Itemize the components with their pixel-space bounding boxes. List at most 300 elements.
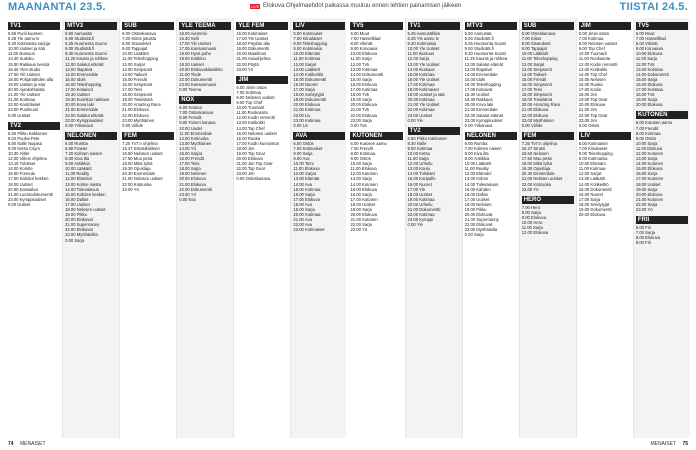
program-listing: 15.00 Rakkaus tvessä — [8, 61, 50, 67]
program-listing: 15.00 Frendit — [122, 76, 147, 82]
program-listing: 23.00 Yö — [122, 186, 139, 192]
program-listing: 19.00 Sarja — [635, 97, 658, 103]
program-listing: 17.00 Sarja — [578, 196, 601, 202]
program-listing: 9.00 Top Chef — [236, 100, 263, 106]
program-listing: 11.00 Reality — [464, 166, 489, 172]
program-listing: 10.00 Lääkärit — [521, 51, 549, 57]
program-listing: 17.00 Kutonen — [350, 196, 378, 202]
program-listing: 17.00 Uutiset — [464, 196, 490, 202]
channel-header: LIV — [293, 22, 345, 30]
program-listing: 15.00 Dokumentti — [578, 186, 612, 192]
program-listing: 14.00 Taikurit — [122, 71, 147, 77]
program-listing: 15.00 Nelosen uutiset — [236, 130, 277, 136]
program-listing: 12.00 Salatut elämät — [65, 61, 104, 67]
program-listing: 22.00 Elokuvat — [464, 222, 493, 228]
program-listing: 6.00 Kutosen aamu — [350, 140, 387, 146]
program-listing: 17.00 Elokuva — [293, 196, 320, 202]
channel-header: TV2 — [408, 127, 460, 135]
program-listing: 11.00 Sarja — [407, 156, 429, 162]
program-listing: 15.00 Kotimaa — [293, 186, 321, 192]
program-listing: 13.00 Elämää — [293, 176, 320, 182]
program-listing: 20.00 Elokuvat — [464, 212, 493, 218]
program-listing: 6.00 Ostoskanava — [521, 31, 556, 36]
program-listing: 21.00 Yle Uutiset — [407, 102, 440, 108]
program-listing: 0.00 Teema — [179, 87, 202, 93]
program-listing: 8.04 Puuha-Pete — [8, 135, 40, 141]
program-listing: 13.00 Koulu — [407, 166, 430, 172]
program-listing: 15.37 Strutsikokkien — [122, 145, 160, 151]
page-footer — [0, 441, 696, 450]
program-listing: 12.00 Elokuva — [521, 230, 549, 236]
program-listing: 13.00 Kotikokki — [578, 66, 608, 72]
program-listing: 21.00 Asiaohjelma — [236, 56, 271, 62]
program-listing: 19.30 Opustaja — [521, 166, 551, 172]
program-listing: 20.00 Elokuvat — [65, 217, 93, 223]
program-listing: 19.00 Tosielämä — [122, 97, 153, 103]
program-listing: 12.00 Urheilu — [407, 161, 433, 167]
program-listing: 7.00 Hasselblad — [350, 36, 381, 42]
channel-header: TV1 — [8, 22, 60, 30]
listing-column — [634, 18, 690, 438]
program-listing: 20.00 Kova laki — [464, 102, 494, 108]
program-listing: 6.50 Pikku Kakkonen — [8, 130, 48, 136]
program-listing: 16.30 Selli — [179, 36, 199, 42]
program-listing: 8.00 Sisarukset — [122, 41, 152, 47]
program-listing: 16.00 Sarja — [350, 191, 372, 197]
program-listing: 20.00 Elokuvaklassikko — [179, 66, 223, 72]
program-listing: 22.00 Elokuva — [521, 112, 549, 118]
program-listing: 17.00 Yle Uutiset — [236, 36, 269, 42]
program-listing: 7.00 Kotimaa — [578, 36, 604, 42]
program-listing: 13.00 Simpsonit — [122, 66, 153, 72]
program-listing: 11.00 Emmerdale — [179, 130, 212, 136]
program-listing: 19.00 Top Gear — [236, 150, 266, 156]
program-listing: 16.00 Frendit — [179, 156, 204, 162]
program-listing: 13.00 Lääkärit — [293, 66, 320, 72]
listing-column — [120, 18, 177, 438]
program-listing: 17.00 Kotimaa — [350, 87, 378, 93]
legend — [250, 3, 461, 9]
channel-header: JIM — [236, 76, 288, 84]
program-listing: 0.00 Uutiset — [8, 112, 31, 118]
program-listing: 17.00 Kodin — [578, 87, 602, 93]
program-listing: 21.00 Tv5 — [350, 107, 370, 113]
program-listing: 19.00 Tosielämä — [521, 97, 553, 103]
program-listing: 11.00 Teleshopping — [122, 56, 159, 62]
program-listing: 9.00 Antiikkia — [464, 156, 490, 162]
program-listing: 23.00 Kotimaa — [293, 117, 321, 123]
program-listing: 6.00 Jimin ostos — [578, 31, 610, 36]
program-listing: 5.45 Aamusähkiä — [407, 31, 440, 36]
program-listing: 18.00 Hyvä puhe — [179, 51, 211, 57]
program-listing: 10.00 Lääkärit — [122, 51, 149, 57]
program-listing: 19.00 Kotimaa — [407, 196, 435, 202]
program-listing: 6.50 Pikku Kakkonen — [407, 135, 447, 141]
program-listing: 17.00 Yle Uutiset — [8, 71, 40, 77]
program-listing: 0.00 Yle — [407, 222, 423, 228]
program-listing: 5.55 Puoli kuuteen — [8, 31, 43, 36]
program-listing: 18.00 Selviytyjät — [293, 92, 324, 98]
right-page-day-title: TIISTAI 24.5. — [619, 1, 688, 13]
program-listing: 13.00 Kolme naista — [65, 181, 101, 187]
program-listing: 0.00 Ostoskanava — [236, 176, 271, 182]
program-listing: 0.00 Viihde — [122, 122, 144, 128]
program-listing: 11.00 Elokuva — [293, 166, 320, 172]
program-listing: 19.30 Opustaja — [122, 166, 151, 172]
program-listing: 10.00 Yle Uutiset — [407, 46, 440, 52]
program-listing: 12.00 Kutonen — [350, 171, 378, 177]
program-listing: 9.30 Kotimaisia sarjoja — [8, 41, 51, 47]
program-listing: 7.25 Tv7:n ohjelma — [521, 140, 558, 146]
program-listing: 11.00 Sarja — [635, 56, 657, 62]
program-listing: 19.00 Nelonen — [179, 171, 207, 177]
program-listing: 23.00 Myöhäisilta — [65, 232, 98, 238]
program-listing: 19.30 Kuorikun rakkaus — [65, 97, 110, 103]
program-listing: 20.00 Elokuva — [350, 102, 378, 108]
program-listing: 11.00 Ruokasota — [236, 110, 268, 116]
program-listing: 11.00 Ruokasota — [578, 56, 611, 62]
program-listing: 21.00 Kutonen — [635, 196, 664, 202]
listing-column — [577, 18, 634, 438]
program-listing: 6.00 Rumba — [65, 140, 88, 146]
program-listing: 18.00 Pöydän alla — [236, 41, 270, 47]
program-listing: 9.30 Huomenta Suomi — [464, 51, 507, 57]
channel-header: FRII — [636, 216, 688, 224]
program-listing: 7.00 Kolmen naisen — [464, 145, 502, 151]
program-listing: 20.00 Amazing Race — [122, 102, 161, 108]
program-listing: 22.00 Top Gear — [578, 112, 608, 118]
program-listing: 21.00 Nelosen uutiset — [521, 176, 563, 182]
program-listing: 20.00 Urheilu — [407, 201, 433, 207]
program-listing: 18.00 Simpsonit — [521, 92, 552, 98]
program-listing: 10.00 Lääkärit — [464, 161, 492, 167]
program-listing: 9.00 Kotimaa — [407, 145, 433, 151]
program-listing: 22.00 Salatut elämät — [65, 112, 104, 118]
program-listing: 16.00 Yle Uutiset — [407, 76, 440, 82]
program-listing: 6.00 Studio55.fi — [464, 36, 494, 42]
program-listing: 12.00 Sarjat — [293, 61, 316, 67]
program-listing: 17.00 Yle Uutiset — [179, 41, 212, 47]
program-listing: 9.00 Kotimaisia — [578, 156, 608, 162]
program-listing: 19.00 Dokumentti — [578, 207, 612, 212]
program-listing: 16.00 Simpsonit — [521, 81, 552, 87]
program-listing: 0.00 Yökanava — [464, 122, 493, 128]
program-listing: 22.00 Kotimaa — [407, 107, 435, 113]
program-listing: 9.00 Toinen kanava — [179, 120, 216, 126]
listing-column — [406, 18, 463, 438]
channel-header: HERO — [522, 196, 574, 204]
program-listing: 11.00 Ikuisuus — [8, 51, 35, 57]
program-listing: 19.00 Sarja — [350, 207, 372, 212]
program-listing: 11.25 Kaunis ja rohkea — [65, 56, 108, 62]
legend-text: Elokuva Ohjelmaehdot paikassa muutuu ennen lehtien painamisen jälkeen — [263, 3, 462, 9]
program-listing: 20.00 Elokuva — [578, 102, 606, 108]
program-listing: 10.00 Uudet — [179, 125, 203, 131]
channel-header: KUTONEN — [636, 111, 688, 119]
program-listing: 22.00 Salatut elämät — [464, 112, 504, 118]
program-listing: 11.00 Sarja — [521, 225, 543, 231]
program-listing: 19.00 Sarja — [293, 207, 315, 212]
program-listing: 17.00 Kotimaa — [635, 87, 663, 93]
program-listing: 8.00 Sarja — [521, 209, 541, 215]
program-listing: 9.00 Ava — [293, 156, 310, 162]
program-listing: 10.00 Ketsu — [407, 150, 430, 156]
channel-header: MTV3 — [65, 22, 117, 30]
left-page-number: 74 — [8, 441, 14, 447]
program-listing: 8.00 Sarja — [293, 150, 313, 156]
program-listing: 20.00 Elokuva — [350, 212, 378, 218]
program-listing: 17.50 Muu pesä — [122, 156, 153, 162]
program-listing: 10.00 Uutiset ja sää — [8, 46, 46, 52]
program-listing: 14.00 Top Chef — [236, 125, 265, 131]
program-listing: 6.25 Yle aamu tv — [8, 36, 40, 42]
program-listing: 22.00 Top Gear — [236, 166, 266, 172]
program-listing: 19.00 Pikku — [464, 207, 487, 212]
program-listing: 17.00 Kahden kesken — [8, 176, 49, 182]
program-listing: 21.00 Jim — [578, 107, 597, 113]
program-listing: 15.00 Sarjat — [179, 150, 202, 156]
program-listing: 22.00 Kotiruoka — [521, 181, 552, 187]
program-listing: 22.00 Dokumentti — [179, 186, 213, 192]
program-listing: 9.00 Tappajat — [122, 46, 148, 52]
program-listing: 10.00 Tuomarit — [578, 51, 607, 57]
program-listing: 10.00 Sarja — [350, 161, 372, 167]
program-listing: 20.00 Elokuva — [293, 102, 320, 108]
program-listing: 12.00 Tv5 — [635, 61, 655, 67]
program-listing: 5.50 Aamusää — [65, 31, 92, 36]
program-listing: 21.00 Luontodokumentti — [8, 191, 53, 197]
program-listing: 8.00 Kiva ilta — [464, 150, 489, 156]
program-listing: 20.00 Kotimaa — [407, 97, 435, 103]
program-listing: 12.00 Tv5 — [350, 61, 370, 67]
program-listing: 16.00 Nuoret — [407, 181, 432, 187]
program-listing: 23.00 Kansanmuusi — [179, 81, 217, 87]
program-listing: 23.00 Kotimaiset — [293, 227, 325, 233]
program-listing: 15.37 Strutsi — [521, 145, 546, 151]
program-listing: 13.00 Kotikokki — [236, 120, 265, 126]
program-listing: 18.30 Uutiset — [464, 92, 490, 98]
channel-header: FEM — [522, 132, 574, 140]
program-listing: 14.00 Ava — [293, 181, 312, 187]
program-listing: 23.00 Jim — [578, 117, 597, 123]
program-listing: 19.00 Dokumentti — [236, 46, 270, 52]
program-listing: 18.00 Tv5 — [635, 92, 655, 98]
program-listing: 20.00 Elokuva — [578, 212, 606, 218]
program-listing: 13.00 Sarja — [635, 156, 658, 162]
program-listing: 18.00 Mikä tylsä — [521, 161, 552, 167]
program-listing: 15.00 Kotimaa — [407, 71, 435, 77]
program-listing: 18.00 Jim — [578, 92, 597, 98]
program-listing: 0.00 Yökanava — [65, 122, 93, 128]
program-listing: 8.00 Nelosen uutiset — [236, 94, 275, 100]
channel-header: SUB — [122, 22, 174, 30]
program-listing: 14.00 Dokumentti — [350, 71, 384, 77]
program-listing: 8.00 Teleshopping — [578, 150, 613, 156]
channel-header: TV2 — [8, 122, 60, 130]
program-listing: 8.00 Sisarukset — [521, 41, 551, 47]
program-listing: 18.00 Tv5 — [350, 92, 370, 98]
program-listing: 17.00 Yle — [407, 186, 426, 192]
program-listing: 13.00 Sarja — [350, 176, 372, 182]
program-listing: 9.30 Huomenta Suomi — [65, 51, 107, 57]
program-listing: 18.00 Nelosen uutiset — [65, 207, 106, 212]
program-listing: 22.00 Kotiruoka — [122, 181, 152, 187]
program-listing: 10.00 Tuomarit — [236, 105, 265, 111]
program-listing: 11.00 Teleshopping — [521, 56, 558, 62]
program-listing: 21.00 Nelosen uutiset — [122, 176, 163, 182]
program-listing: 10.00 Teini — [293, 161, 314, 167]
program-listing: 18.30 Uutiset — [65, 92, 90, 98]
program-listing: 18.00 Uutiset — [635, 181, 661, 187]
right-page-number: 75 — [682, 441, 688, 447]
program-listing: 18.00 Uutiset — [8, 181, 33, 187]
program-listing: 8.00 Vikinät — [350, 41, 373, 47]
program-listing: 14.00 Tulevaisuus — [65, 186, 99, 192]
program-listing: 14.00 Emmerdale — [65, 71, 99, 77]
program-listing: 23.00 Yö — [635, 207, 653, 212]
program-listing: 14.00 Dokumentti — [635, 71, 669, 77]
program-listing: 23.00 Myöhäinen — [521, 117, 554, 123]
program-listing: 9.00 Antiikkia — [65, 161, 90, 167]
channel-header: AVA — [293, 132, 345, 140]
program-listing: 15.00 Koripallo — [407, 176, 436, 182]
program-listing: 13.00 Kolme — [464, 176, 489, 182]
program-listing: 12.00 Sarja — [407, 56, 429, 62]
program-listing: 6.00 Frii — [635, 225, 651, 231]
program-listing: 6.25 Huomenta Suomi — [464, 41, 507, 47]
program-listing: 19.00 Sarja — [635, 186, 658, 192]
program-listing: 20.30 Emmerdale — [122, 171, 156, 177]
program-listing: 20.00 Elokuva — [635, 191, 663, 197]
page-gutter — [346, 14, 350, 441]
program-listing: 18.00 Pohjantähden alla — [8, 76, 54, 82]
program-listing: 0.00 Tv5 — [350, 122, 367, 128]
program-listing: 16.00 Dallas — [464, 191, 488, 197]
program-listing: 23.00 Yö — [521, 186, 539, 192]
program-listing: 20.00 Elokuva — [635, 102, 663, 108]
program-listing: 10.00 Hero — [521, 220, 543, 225]
program-listing: 21.00 Elokuva — [122, 107, 149, 113]
channel-header: NELONEN — [65, 132, 117, 140]
program-listing: 16.00 Teleshopping — [65, 81, 102, 87]
program-listing: 7.00 Kiinalaiset — [293, 36, 322, 42]
program-listing: 15.00 Kahden — [464, 186, 491, 192]
program-listing: 11.00 Elokuva — [350, 166, 377, 172]
program-listing: 6.00 Rumba — [464, 140, 488, 146]
program-listing: 20.30 Emmerdale — [521, 171, 555, 177]
program-listing: 0.00 Liv — [293, 122, 309, 128]
program-listing: 16.00 Elokuva — [350, 81, 378, 87]
program-listing: 23.00 Sarja — [350, 117, 372, 123]
program-listing: 6.00 Kotimaiset — [293, 31, 323, 36]
program-listing: 22.00 Kantrilaiset — [8, 102, 41, 108]
program-listing: 15.00 Kahden kesken — [65, 191, 106, 197]
program-listing: 12.00 Sarjat — [293, 171, 316, 177]
program-listing: 14.00 Kotikeittiö — [293, 71, 324, 77]
page-header — [0, 0, 696, 14]
program-listing: 23.00 Uutiset — [407, 112, 433, 118]
program-listing: 0.00 Ostos — [578, 122, 600, 128]
program-listing: 14.00 Kotikeittiö — [578, 181, 609, 187]
program-listing: 7.00 Ostoskanava — [179, 110, 213, 116]
program-listing: 23.00 Yö — [236, 66, 254, 72]
program-listing: 19.00 Dokumentti — [293, 97, 327, 103]
program-listing: 20.00 Ajankohtaista — [8, 87, 45, 93]
program-listing: 23.00 Myöhäinen — [122, 117, 155, 123]
program-listing: 9.00 Ketsu Citym — [8, 145, 40, 151]
program-listing: 18.00 Nelosen — [464, 201, 492, 207]
channel-header: TV5 — [350, 22, 402, 30]
program-listing: 13.00 Myöhäinen — [179, 140, 212, 146]
program-listing: 19.00 Uutiset ja sää — [8, 81, 46, 87]
program-listing: 12.00 Elämäni — [65, 176, 92, 182]
program-listing: 6.00 Muut — [635, 31, 655, 36]
program-listing: 6.00 Kotona — [179, 105, 202, 111]
program-listing: 17.00 Uutiset — [65, 201, 90, 207]
listing-column — [291, 18, 348, 438]
program-listing: 17.00 Kotimaa — [407, 81, 435, 87]
program-listing: 21.00 Kutonen — [350, 217, 378, 223]
channel-header: TV5 — [636, 22, 688, 30]
program-listing: 8.00 Kotimaa — [350, 150, 376, 156]
program-listing: 22.00 Liv — [293, 112, 311, 118]
program-listing: 16.00 Sarja — [293, 191, 315, 197]
program-listing: 6.00 Jimin ostos — [236, 84, 267, 90]
program-listing: 11.00 Kotimaa — [293, 56, 321, 62]
program-listing: 11.00 Reality — [65, 171, 90, 177]
left-publication-name: MENAISET — [20, 441, 46, 447]
program-listing: 16.00 Aiemmin — [179, 31, 207, 36]
program-listing: 9.30 Kotimaisia — [407, 41, 437, 47]
program-listing: 0.00 Sarja — [464, 232, 484, 238]
program-listing: 15.00 Dokumentti — [293, 76, 327, 82]
program-listing: 23.00 Myöhäisilta — [464, 227, 498, 233]
program-listing: 17.00 Kutonen — [635, 176, 664, 182]
program-listing: 13.15 Tulokset — [8, 161, 36, 167]
program-listing: 14.00 Taikurit — [521, 71, 547, 77]
program-listing: 19.00 Uutiset ja sää — [407, 92, 445, 98]
program-listing: 15.00 Frendit — [521, 76, 547, 82]
program-listing: 8.00 Vikinät — [635, 41, 658, 47]
program-listing: 13.00 Lääkärit — [578, 176, 606, 182]
program-listing: 17.00 Teini — [179, 161, 200, 167]
listing-column — [63, 18, 120, 438]
program-listing: 20.00 Amazing Race — [521, 102, 561, 108]
program-listing: 11.25 Kaunis ja rohkea — [464, 56, 508, 62]
listing-column — [234, 18, 291, 438]
left-page-day-title: MAANANTAI 23.5. — [8, 1, 106, 13]
channel-header: NOX — [179, 96, 231, 104]
program-listing: 22.00 Sarja — [350, 222, 372, 228]
program-listing: 7.20 Kolmen naisen — [65, 150, 103, 156]
program-listing: 20.00 Elokuva — [236, 156, 263, 162]
channel-header: YLE FEM — [236, 22, 288, 30]
listing-column — [463, 18, 520, 438]
program-listing: 15.00 Sarja — [635, 76, 658, 82]
program-listing: 21.00 Supernanny — [464, 217, 499, 223]
program-listing: 6.00 Muut — [350, 31, 370, 36]
right-publication-name: MENAISET — [650, 441, 676, 447]
program-listing: 23.00 Kymppiuutiset — [8, 196, 46, 202]
program-listing: 15.00 Sarja — [350, 76, 372, 82]
program-listing: 9.00 Frii — [635, 240, 651, 246]
program-listing: 21.00 Dokumentti — [407, 207, 441, 212]
channel-header: FEM — [122, 132, 174, 140]
program-listing: 18.00 Selviytyjät — [578, 201, 610, 207]
program-listing: 12.00 Sarjat — [578, 171, 602, 177]
program-listing: 12.00 Salatut elämät — [464, 61, 504, 67]
program-listing: 16.45 Ylen studio — [8, 66, 41, 72]
